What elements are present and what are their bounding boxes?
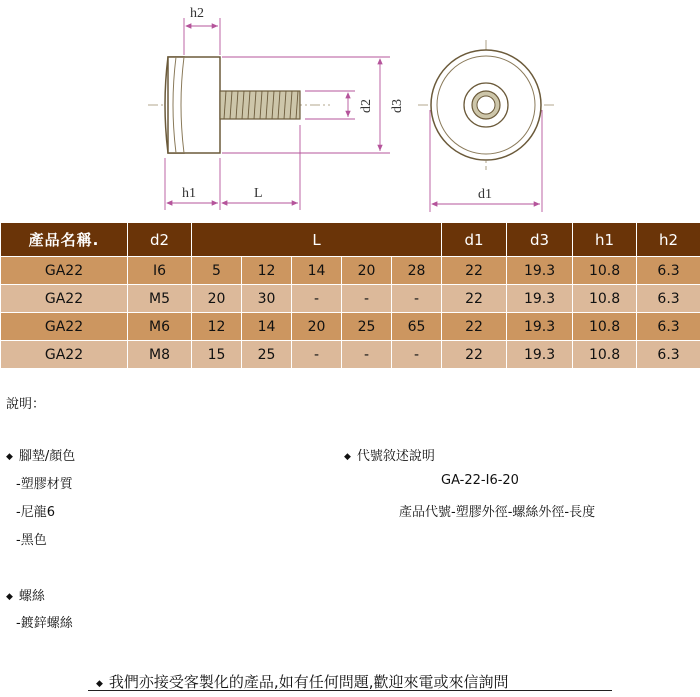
col-header-h2: h2 bbox=[637, 223, 700, 257]
cell-h1: 10.8 bbox=[573, 313, 637, 341]
cell-name: GA22 bbox=[1, 313, 128, 341]
cell-d1: 22 bbox=[442, 257, 507, 285]
cell-d2: M6 bbox=[128, 313, 192, 341]
cell-L: - bbox=[342, 285, 392, 313]
cell-L: 12 bbox=[192, 313, 242, 341]
cell-L: 5 bbox=[192, 257, 242, 285]
diamond-bullet-icon: ◆ bbox=[6, 592, 13, 602]
cell-L: 14 bbox=[242, 313, 292, 341]
cell-name: GA22 bbox=[1, 285, 128, 313]
cell-name: GA22 bbox=[1, 257, 128, 285]
diamond-bullet-icon: ◆ bbox=[96, 679, 103, 689]
col-header-name: 產品名稱. bbox=[1, 223, 128, 257]
cell-h2: 6.3 bbox=[637, 257, 700, 285]
col-header-d3: d3 bbox=[507, 223, 573, 257]
cell-d3: 19.3 bbox=[507, 313, 573, 341]
cell-L: 25 bbox=[342, 313, 392, 341]
cell-d2: M8 bbox=[128, 341, 192, 369]
dim-label-L: L bbox=[254, 186, 263, 201]
screw-item: -鍍鋅螺絲 bbox=[16, 616, 73, 631]
screw-heading: ◆ 螺絲 bbox=[6, 589, 45, 604]
dim-label-d3: d3 bbox=[390, 99, 405, 113]
cell-d2: M5 bbox=[128, 285, 192, 313]
cell-L: 30 bbox=[242, 285, 292, 313]
footer-note: ◆ 我們亦接受客製化的產品,如有任何問題,歡迎來電或來信詢問 bbox=[96, 673, 509, 691]
cell-d1: 22 bbox=[442, 285, 507, 313]
footer-underline bbox=[88, 690, 612, 691]
cell-L: 20 bbox=[292, 313, 342, 341]
cell-L: - bbox=[392, 341, 442, 369]
cell-h1: 10.8 bbox=[573, 257, 637, 285]
cell-L: - bbox=[392, 285, 442, 313]
cell-L: 28 bbox=[392, 257, 442, 285]
dim-label-h1: h1 bbox=[182, 186, 196, 201]
code-example: GA-22-I6-20 bbox=[441, 473, 519, 488]
cell-L: 14 bbox=[292, 257, 342, 285]
diamond-bullet-icon: ◆ bbox=[6, 452, 13, 462]
material-item: -塑膠材質 bbox=[16, 477, 73, 492]
cell-h1: 10.8 bbox=[573, 285, 637, 313]
dim-label-d1: d1 bbox=[478, 187, 492, 202]
cell-d1: 22 bbox=[442, 313, 507, 341]
notes-title: 說明： bbox=[6, 397, 46, 412]
cell-h2: 6.3 bbox=[637, 341, 700, 369]
cell-d3: 19.3 bbox=[507, 341, 573, 369]
cell-h1: 10.8 bbox=[573, 341, 637, 369]
col-header-L: L bbox=[192, 223, 442, 257]
cell-L: 12 bbox=[242, 257, 292, 285]
material-heading: ◆ 腳墊/顏色 bbox=[6, 449, 76, 464]
cell-d3: 19.3 bbox=[507, 257, 573, 285]
cell-L: 65 bbox=[392, 313, 442, 341]
dim-label-d2: d2 bbox=[359, 99, 374, 113]
cell-h2: 6.3 bbox=[637, 313, 700, 341]
material-item: -黑色 bbox=[16, 533, 47, 548]
col-header-h1: h1 bbox=[573, 223, 637, 257]
code-explanation: 產品代號-塑膠外徑-螺絲外徑-長度 bbox=[399, 505, 596, 520]
cell-name: GA22 bbox=[1, 341, 128, 369]
code-heading: ◆ 代號敘述說明 bbox=[344, 449, 435, 464]
cell-L: 20 bbox=[342, 257, 392, 285]
cell-L: 15 bbox=[192, 341, 242, 369]
col-header-d1: d1 bbox=[442, 223, 507, 257]
dim-label-h2: h2 bbox=[190, 6, 204, 21]
cell-h2: 6.3 bbox=[637, 285, 700, 313]
cell-L: - bbox=[342, 341, 392, 369]
cell-d3: 19.3 bbox=[507, 285, 573, 313]
cell-d2: I6 bbox=[128, 257, 192, 285]
cell-L: - bbox=[292, 341, 342, 369]
material-item: -尼龍6 bbox=[16, 505, 55, 520]
cell-d1: 22 bbox=[442, 341, 507, 369]
cell-L: 20 bbox=[192, 285, 242, 313]
cell-L: - bbox=[292, 285, 342, 313]
col-header-d2: d2 bbox=[128, 223, 192, 257]
diamond-bullet-icon: ◆ bbox=[344, 452, 351, 462]
cell-L: 25 bbox=[242, 341, 292, 369]
